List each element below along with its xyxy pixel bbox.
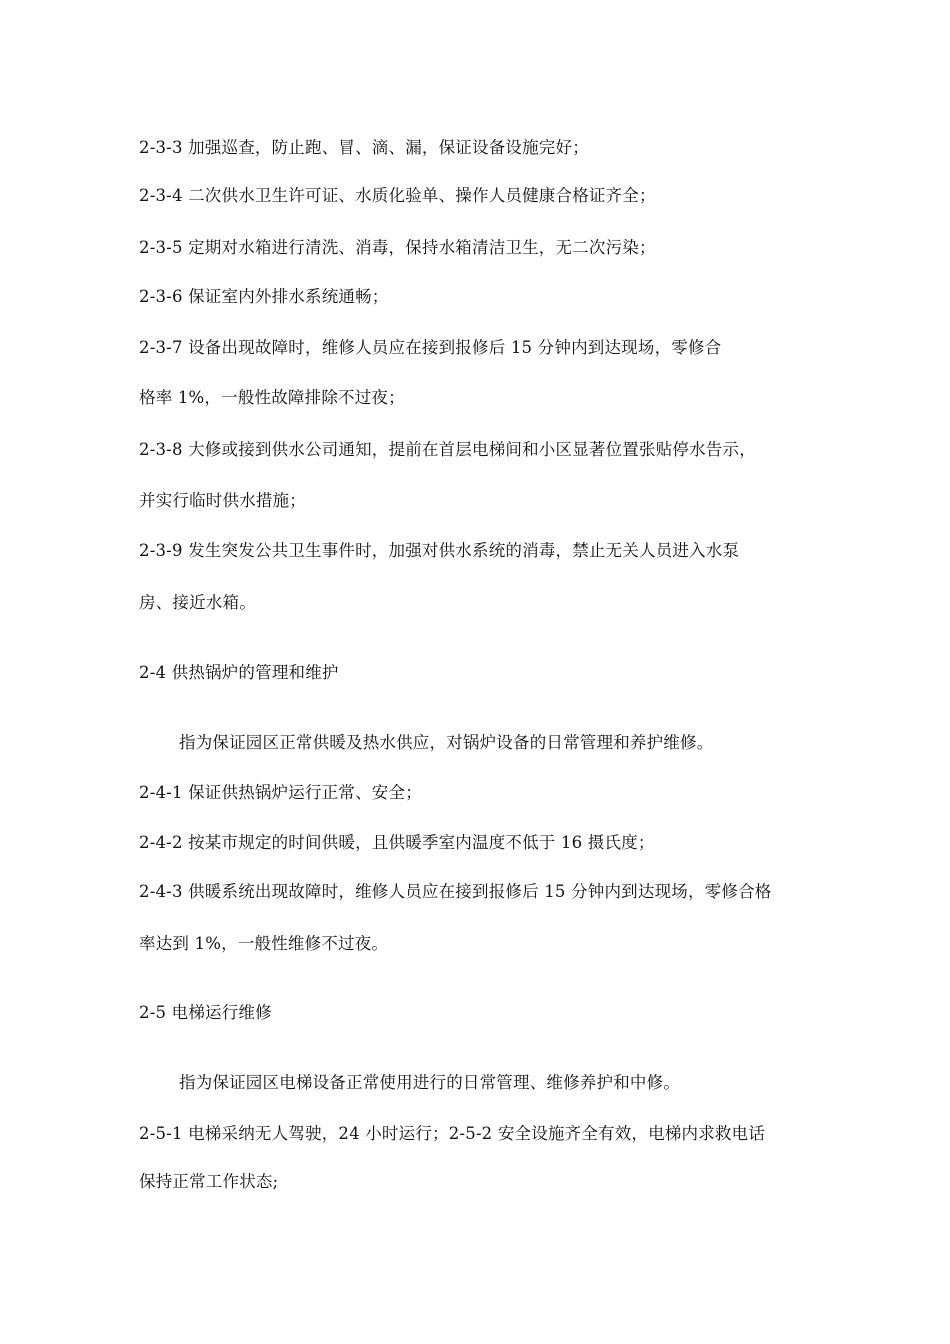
clause-2-5-2-continued: 保持正常工作状态; — [139, 1172, 279, 1191]
section-heading-2-4: 2-4 供热锅炉的管理和维护 — [139, 663, 339, 682]
clause-2-3-5: 2-3-5 定期对水箱进行清洗、消毒，保持水箱清洁卫生，无二次污染； — [139, 238, 656, 257]
clause-2-3-7-continued: 格率 1%，一般性故障排除不过夜； — [139, 388, 405, 407]
section-2-5-description: 指为保证园区电梯设备正常使用进行的日常管理、维修养护和中修。 — [179, 1073, 680, 1092]
clause-2-3-7: 2-3-7 设备出现故障时，维修人员应在接到报修后 15 分钟内到达现场，零修合 — [139, 338, 722, 357]
clause-2-3-3: 2-3-3 加强巡查，防止跑、冒、滴、漏，保证设备设施完好； — [139, 138, 589, 157]
section-heading-2-5: 2-5 电梯运行维修 — [139, 1003, 272, 1022]
clause-2-3-8: 2-3-8 大修或接到供水公司通知，提前在首层电梯间和小区显著位置张贴停水告示， — [139, 440, 756, 459]
clause-2-3-9-continued: 房、接近水箱。 — [139, 593, 256, 612]
clause-2-3-9: 2-3-9 发生突发公共卫生事件时，加强对供水系统的消毒，禁止无关人员进入水泵 — [139, 541, 740, 560]
clause-2-3-6: 2-3-6 保证室内外排水系统通畅； — [139, 287, 389, 306]
section-2-4-description: 指为保证园区正常供暖及热水供应，对锅炉设备的日常管理和养护维修。 — [179, 733, 714, 752]
clause-2-3-4: 2-3-4 二次供水卫生许可证、水质化验单、操作人员健康合格证齐全； — [139, 186, 656, 205]
clause-2-5-1: 2-5-1 电梯采纳无人驾驶，24 小时运行；2-5-2 安全设施齐全有效，电梯内求救电话 — [139, 1124, 766, 1143]
clause-2-4-3-continued: 率达到 1%，一般性维修不过夜。 — [139, 934, 389, 953]
clause-2-4-3: 2-4-3 供暖系统出现故障时，维修人员应在接到报修后 15 分钟内到达现场，零修合格 — [139, 882, 772, 901]
clause-2-4-2: 2-4-2 按某市规定的时间供暖，且供暖季室内温度不低于 16 摄氏度； — [139, 833, 655, 852]
clause-2-4-1: 2-4-1 保证供热锅炉运行正常、安全； — [139, 783, 422, 802]
clause-2-3-8-continued: 并实行临时供水措施； — [139, 491, 306, 510]
